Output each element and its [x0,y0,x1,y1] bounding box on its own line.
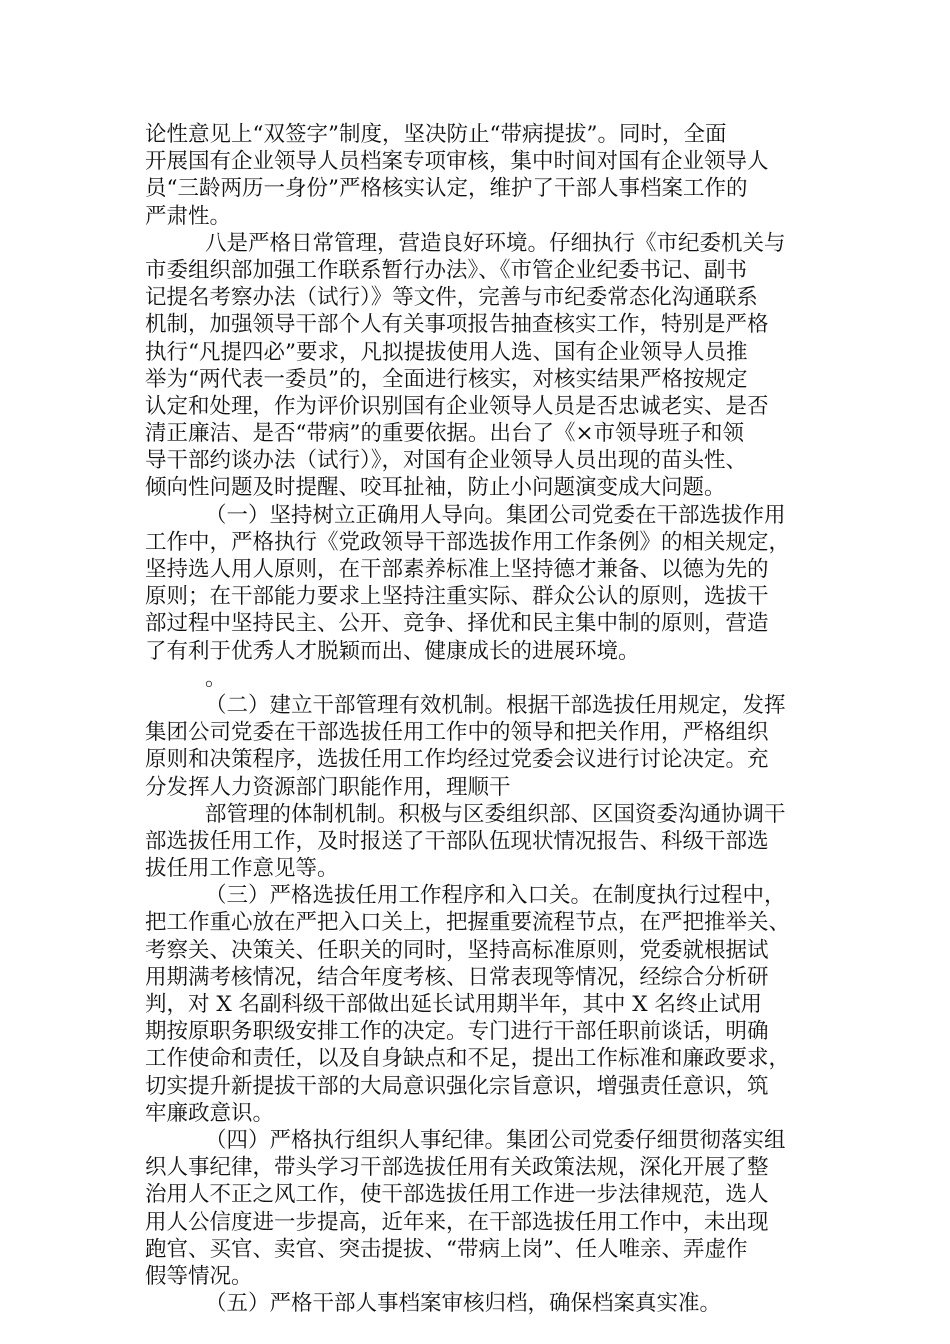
text-line: 工作使命和责任，以及自身缺点和不足，提出工作标准和廉政要求， [145,1046,791,1072]
text-line: 切实提升新提拔干部的大局意识强化宗旨意识，增强责任意识，筑 [145,1073,769,1099]
text-line: 拔任用工作意见等。 [145,856,339,882]
text-line: 原则和决策程序，选拔任用工作均经过党委会议进行讨论决定。充 [145,747,769,773]
text-line: 把工作重心放在严把入口关上，把握重要流程节点，在严把推举关、 [145,910,791,936]
text-line: 集团公司党委在干部选拔任用工作中的领导和把关作用，严格组织 [145,720,769,746]
text-line: 开展国有企业领导人员档案专项审核，集中时间对国有企业领导人 [145,149,769,175]
text-line: （四）严格执行组织人事纪律。集团公司党委仔细贯彻落实组 [205,1127,786,1153]
text-line: 工作中，严格执行《党政领导干部选拔作用工作条例》的相关规定， [145,529,791,555]
text-line: 部管理的体制机制。积极与区委组织部、区国资委沟通协调干 [205,801,786,827]
text-line: 举为“两代表一委员”的，全面进行核实，对核实结果严格按规定 [145,366,748,392]
text-line: 市委组织部加强工作联系暂行办法》、《市管企业纪委书记、副书 [145,257,748,283]
text-line: （一）坚持树立正确用人导向。集团公司党委在干部选拔作用 [205,502,786,528]
text-line: 导干部约谈办法（试行）》，对国有企业领导人员出现的苗头性、 [145,448,748,474]
text-line: 执行“凡提四必”要求，凡拟提拔使用人选、国有企业领导人员推 [145,339,748,365]
text-line: 记提名考察办法（试行）》等文件，完善与市纪委常态化沟通联系 [145,285,758,311]
text-line: 判，对 X 名副科级干部做出延长试用期半年，其中 X 名终止试用 [145,992,762,1017]
text-line: 织人事纪律，带头学习干部选拔任用有关政策法规，深化开展了整 [145,1155,769,1181]
text-line: 机制，加强领导干部个人有关事项报告抽查核实工作，特别是严格 [145,312,769,338]
text-line: 了有利于优秀人才脱颖而出、健康成长的进展环境。 [145,638,640,664]
document-body [145,121,815,1317]
text-line: 期按原职务职级安排工作的决定。专门进行干部任职前谈话，明确 [145,1019,769,1045]
text-line: 倾向性问题及时提醒、咬耳扯袖，防止小问题演变成大问题。 [145,475,726,501]
text-line: 考察关、决策关、任职关的同时，坚持高标准原则，党委就根据试 [145,937,769,963]
text-line: 牢廉政意识。 [145,1100,275,1126]
text-line: 分发挥人力资源部门职能作用，理顺干 [145,774,511,800]
text-line: 假等情况。 [145,1263,253,1289]
text-line: 部选拔任用工作，及时报送了干部队伍现状情况报告、科级干部选 [145,828,769,854]
text-line: 治用人不正之风工作，使干部选拔任用工作进一步法律规范，选人 [145,1182,769,1208]
text-line: 坚持选人用人原则，在干部素养标准上坚持德才兼备、以德为先的 [145,557,769,582]
text-line: 严肃性。 [145,203,232,229]
text-line: 用期满考核情况，结合年度考核、日常表现等情况，经综合分析研 [145,964,769,990]
text-line: （三）严格选拔任用工作程序和入口关。在制度执行过程中， [205,883,786,909]
text-line: 原则；在干部能力要求上坚持注重实际、群众公认的原则，选拔干 [145,584,769,610]
text-line: 员“三龄两历一身份”严格核实认定，维护了干部人事档案工作的 [145,176,748,202]
text-line: 清正廉洁、是否“带病”的重要依据。出台了《×市领导班子和领 [145,421,745,447]
text-line: 八是严格日常管理，营造良好环境。仔细执行《市纪委机关与 [205,230,786,256]
text-line: 论性意见上“双签字”制度，坚决防止“带病提拔”。同时，全面 [145,122,727,147]
text-line: 部过程中坚持民主、公开、竞争、择优和民主集中制的原则，营造 [145,611,769,637]
text-line: 。 [205,665,227,691]
text-line: （五）严格干部人事档案审核归档，确保档案真实准。 [205,1291,722,1317]
text-line: （二）建立干部管理有效机制。根据干部选拔任用规定，发挥 [205,692,786,718]
text-line: 用人公信度进一步提高，近年来，在干部选拔任用工作中，未出现 [145,1209,769,1235]
text-line: 跑官、买官、卖官、突击提拔、“带病上岗”、任人唯亲、弄虚作 [145,1236,748,1262]
text-line: 认定和处理，作为评价识别国有企业领导人员是否忠诚老实、是否 [145,393,769,419]
